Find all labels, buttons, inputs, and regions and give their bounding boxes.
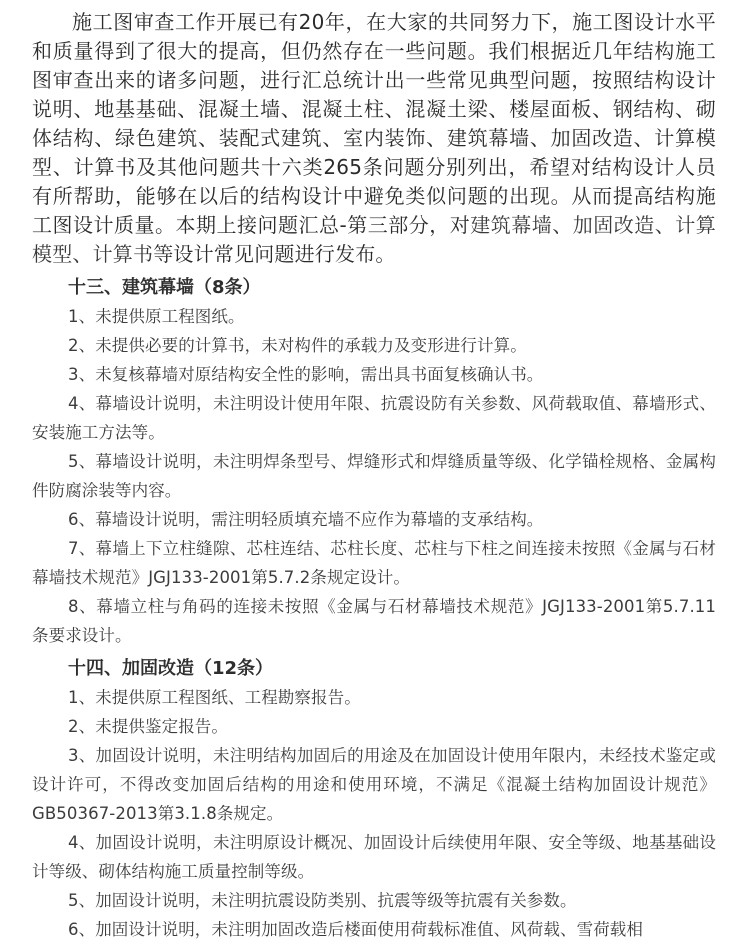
list-item: 6、幕墙设计说明，需注明轻质填充墙不应作为幕墙的支承结构。 xyxy=(68,510,544,529)
list-item: 5、加固设计说明，未注明抗震设防类别、抗震等级等抗震有关参数。 xyxy=(68,891,577,910)
intro-text-end: 等设计常见问题进行发布。 xyxy=(153,242,396,266)
section-curtain-wall xyxy=(32,273,716,650)
list-item: 3、未复核幕墙对原结构安全性的影响，需出具书面复核确认书。 xyxy=(68,365,544,384)
list-item: 1、未提供原工程图纸、工程勘察报告。 xyxy=(68,688,361,707)
list-item: 4、加固设计说明，未注明原设计概况、加固设计后续使用年限、安全等级、地基基础设计等级、砌体结构施工质量控制等级。 xyxy=(32,833,716,881)
list-item: 3、加固设计说明，未注明结构加固后的用途及在加固设计使用年限内，未经技术鉴定或设计许可，不得改变加固后结构的用途和使用环境，不满足《混凝土结构加固设计规范》GB50367-2013第3.1.8条规定。 xyxy=(32,746,716,823)
intro-highlight-topics: 建筑幕墙、加固改造、计算模型、计算书 xyxy=(32,213,716,266)
list-item: 2、未提供鉴定报告。 xyxy=(68,717,228,736)
list-item: 1、未提供原工程图纸。 xyxy=(68,307,245,326)
list-item: 8、幕墙立柱与角码的连接未按照《金属与石材幕墙技术规范》JGJ133-2001第5.7.11条要求设计。 xyxy=(32,597,716,645)
section-reinforcement xyxy=(32,654,716,944)
intro-text: 施工图审查工作开展已有20年，在大家的共同努力下，施工图设计水平和质量得到了很大的提高，但仍然存在一些问题。我们根据近几年结构施工图审查出来的诸多问题，进行汇总统计出一些常见典型问题，按照结构设计说明、地基基础、混凝土墙、混凝土柱、混凝土梁、楼屋面板、钢结构、砌体结构、绿色建筑、装配式建筑、室内装饰、建筑幕墙、加固改造、计算模型、计算书及其他问题共十六类265条问题分别列出，希望对结构设计人员有所帮助，能够在以后的结构设计中避免类似问题的出现。从而提高结构施工图设计质量。本期上接问题汇总-第三部分，对 xyxy=(32,10,716,237)
list-item: 7、幕墙上下立柱缝隙、芯柱连结、芯柱长度、芯柱与下柱之间连接未按照《金属与石材幕墙技术规范》JGJ133-2001第5.7.2条规定设计。 xyxy=(32,539,716,587)
section-title: 十三、建筑幕墙（8条） xyxy=(68,277,261,298)
list-item: 2、未提供必要的计算书，未对构件的承载力及变形进行计算。 xyxy=(68,336,527,355)
list-item: 6、加固设计说明，未注明加固改造后楼面使用荷载标准值、风荷载、雪荷载相 xyxy=(68,920,643,939)
intro-paragraph xyxy=(32,8,716,269)
list-item: 5、幕墙设计说明，未注明焊条型号、焊缝形式和焊缝质量等级、化学锚栓规格、金属构件防腐涂装等内容。 xyxy=(32,452,716,500)
list-item: 4、幕墙设计说明，未注明设计使用年限、抗震设防有关参数、风荷载取值、幕墙形式、安装施工方法等。 xyxy=(32,394,716,442)
section-title: 十四、加固改造（12条） xyxy=(68,658,274,679)
